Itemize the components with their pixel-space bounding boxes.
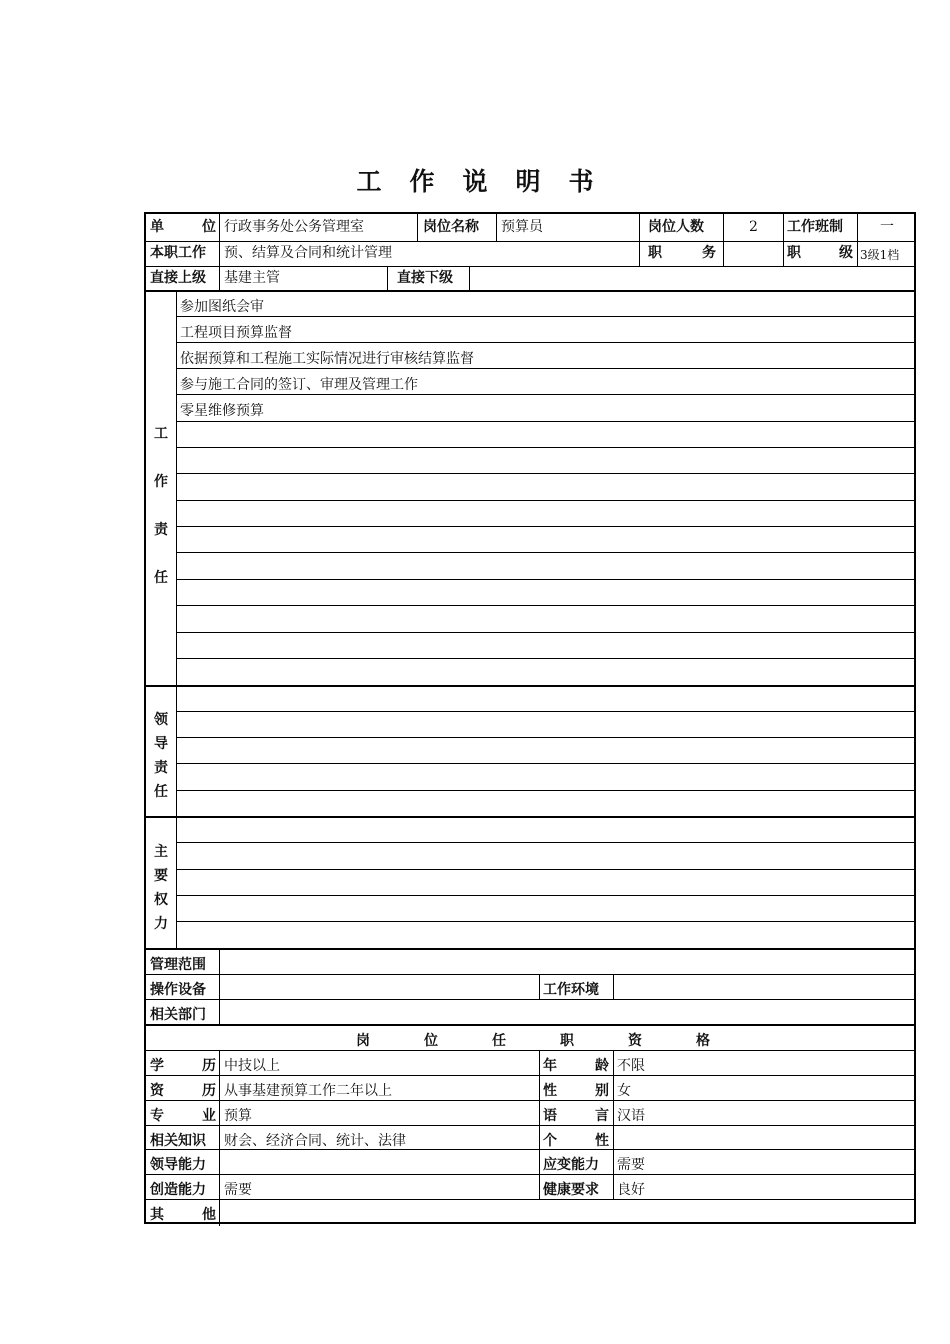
- creativity-label: 创造能力: [150, 1182, 206, 1198]
- knowledge-label: 相关知识: [150, 1133, 206, 1149]
- leadership-ability-label: 领导能力: [150, 1157, 206, 1173]
- education-label: 学 历: [150, 1058, 216, 1074]
- shift-value: 一: [880, 219, 894, 235]
- other-label: 其 他: [150, 1207, 216, 1223]
- post-name-label: 岗位名称: [423, 219, 479, 235]
- job-label: 本职工作: [150, 245, 206, 261]
- qualifications-heading: 岗 位 任 职 资 格: [356, 1033, 710, 1049]
- responsibility-item: 依据预算和工程施工实际情况进行审核结算监督: [180, 351, 474, 367]
- post-name-value: 预算员: [501, 219, 543, 235]
- subordinate-label: 直接下级: [397, 270, 453, 286]
- post-count-value: 2: [749, 219, 758, 235]
- major-label: 专 业: [150, 1108, 216, 1124]
- responsibility-item: 工程项目预算监督: [180, 325, 292, 341]
- age-label: 年 龄: [543, 1058, 609, 1074]
- adaptability-label: 应变能力: [543, 1157, 599, 1173]
- language-value: 汉语: [617, 1108, 645, 1124]
- personality-label: 个 性: [543, 1133, 609, 1149]
- grade-label: 职 级: [787, 245, 853, 261]
- age-value: 不限: [617, 1058, 645, 1074]
- health-label: 健康要求: [543, 1182, 599, 1198]
- experience-value: 从事基建预算工作二年以上: [224, 1083, 392, 1099]
- mgmt-range-label: 管理范围: [150, 957, 206, 973]
- shift-label: 工作班制: [787, 219, 843, 235]
- leadership-label: 领 导 责 任: [154, 712, 168, 800]
- post-count-label: 岗位人数: [648, 219, 704, 235]
- duty-label: 职 务: [648, 245, 716, 261]
- health-value: 良好: [617, 1182, 645, 1198]
- superior-label: 直接上级: [150, 270, 206, 286]
- gender-value: 女: [617, 1083, 631, 1099]
- major-value: 预算: [224, 1108, 252, 1124]
- experience-label: 资 历: [150, 1083, 216, 1099]
- authority-label: 主 要 权 力: [154, 844, 168, 932]
- responsibilities-label: 工 作 责 任: [154, 426, 168, 586]
- responsibility-item: 零星维修预算: [180, 403, 264, 419]
- unit-value: 行政事务处公务管理室: [224, 219, 364, 235]
- gender-label: 性 别: [543, 1083, 609, 1099]
- responsibility-item: 参与施工合同的签订、审理及管理工作: [180, 377, 418, 393]
- equipment-label: 操作设备: [150, 982, 206, 998]
- job-description-form: [144, 212, 916, 1224]
- adaptability-value: 需要: [617, 1157, 645, 1173]
- unit-label: 单 位: [150, 219, 216, 235]
- page-title: 工 作 说 明 书: [356, 167, 594, 196]
- environment-label: 工作环境: [543, 982, 599, 998]
- grade-value: 3级1档: [860, 248, 900, 262]
- related-dept-label: 相关部门: [150, 1007, 206, 1023]
- knowledge-value: 财会、经济合同、统计、法律: [224, 1133, 406, 1149]
- job-value: 预、结算及合同和统计管理: [224, 245, 392, 261]
- education-value: 中技以上: [224, 1058, 280, 1074]
- superior-value: 基建主管: [224, 270, 280, 286]
- language-label: 语 言: [543, 1108, 609, 1124]
- creativity-value: 需要: [224, 1182, 252, 1198]
- responsibility-item: 参加图纸会审: [180, 299, 264, 315]
